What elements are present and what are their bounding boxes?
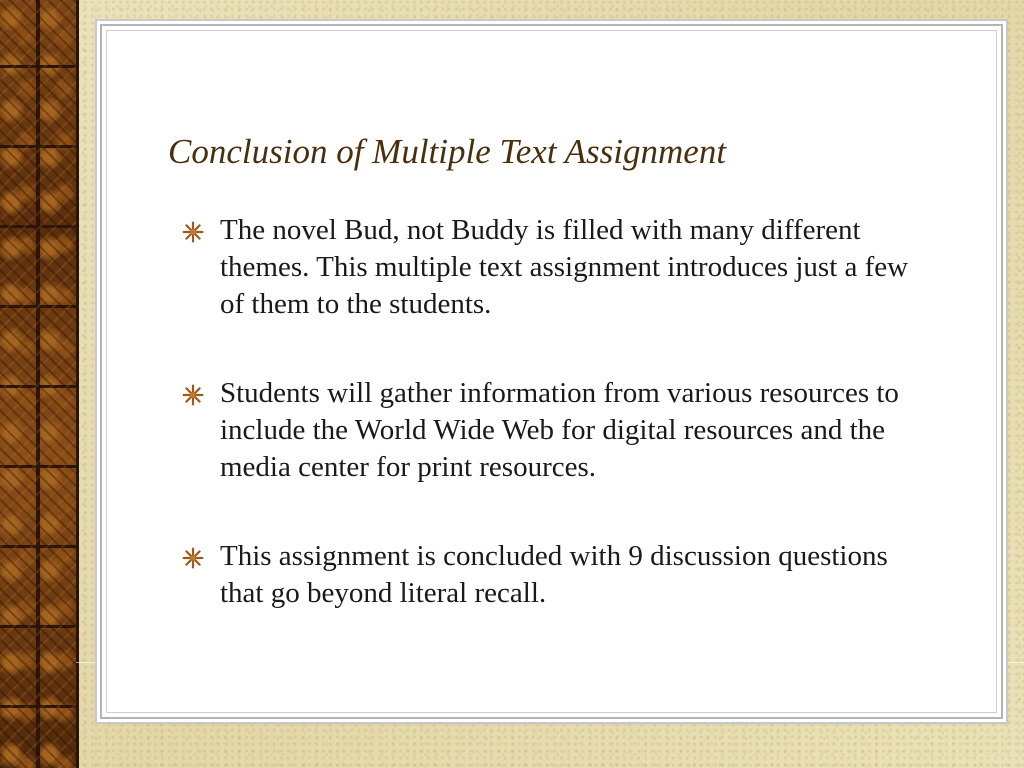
- starburst-icon: [182, 547, 204, 569]
- starburst-icon: [182, 221, 204, 243]
- slide-panel: [100, 24, 1003, 719]
- decorative-side-strip: [0, 0, 79, 768]
- slide-title: Conclusion of Multiple Text Assignment: [168, 132, 727, 171]
- bullet-text: Students will gather information from various resources to include the World Wide Web for digital resources and the media center for print resources.: [220, 377, 899, 483]
- starburst-icon: [182, 384, 204, 406]
- bullet-item: [182, 375, 922, 486]
- bullet-text: This assignment is concluded with 9 discussion questions that go beyond literal recall.: [220, 540, 888, 609]
- bullet-text: The novel Bud, not Buddy is filled with many different themes. This multiple text assignment introduces just a few of them to the students.: [220, 214, 909, 320]
- bullet-list: [182, 212, 922, 664]
- bullet-item: [182, 538, 922, 612]
- bullet-item: [182, 212, 922, 323]
